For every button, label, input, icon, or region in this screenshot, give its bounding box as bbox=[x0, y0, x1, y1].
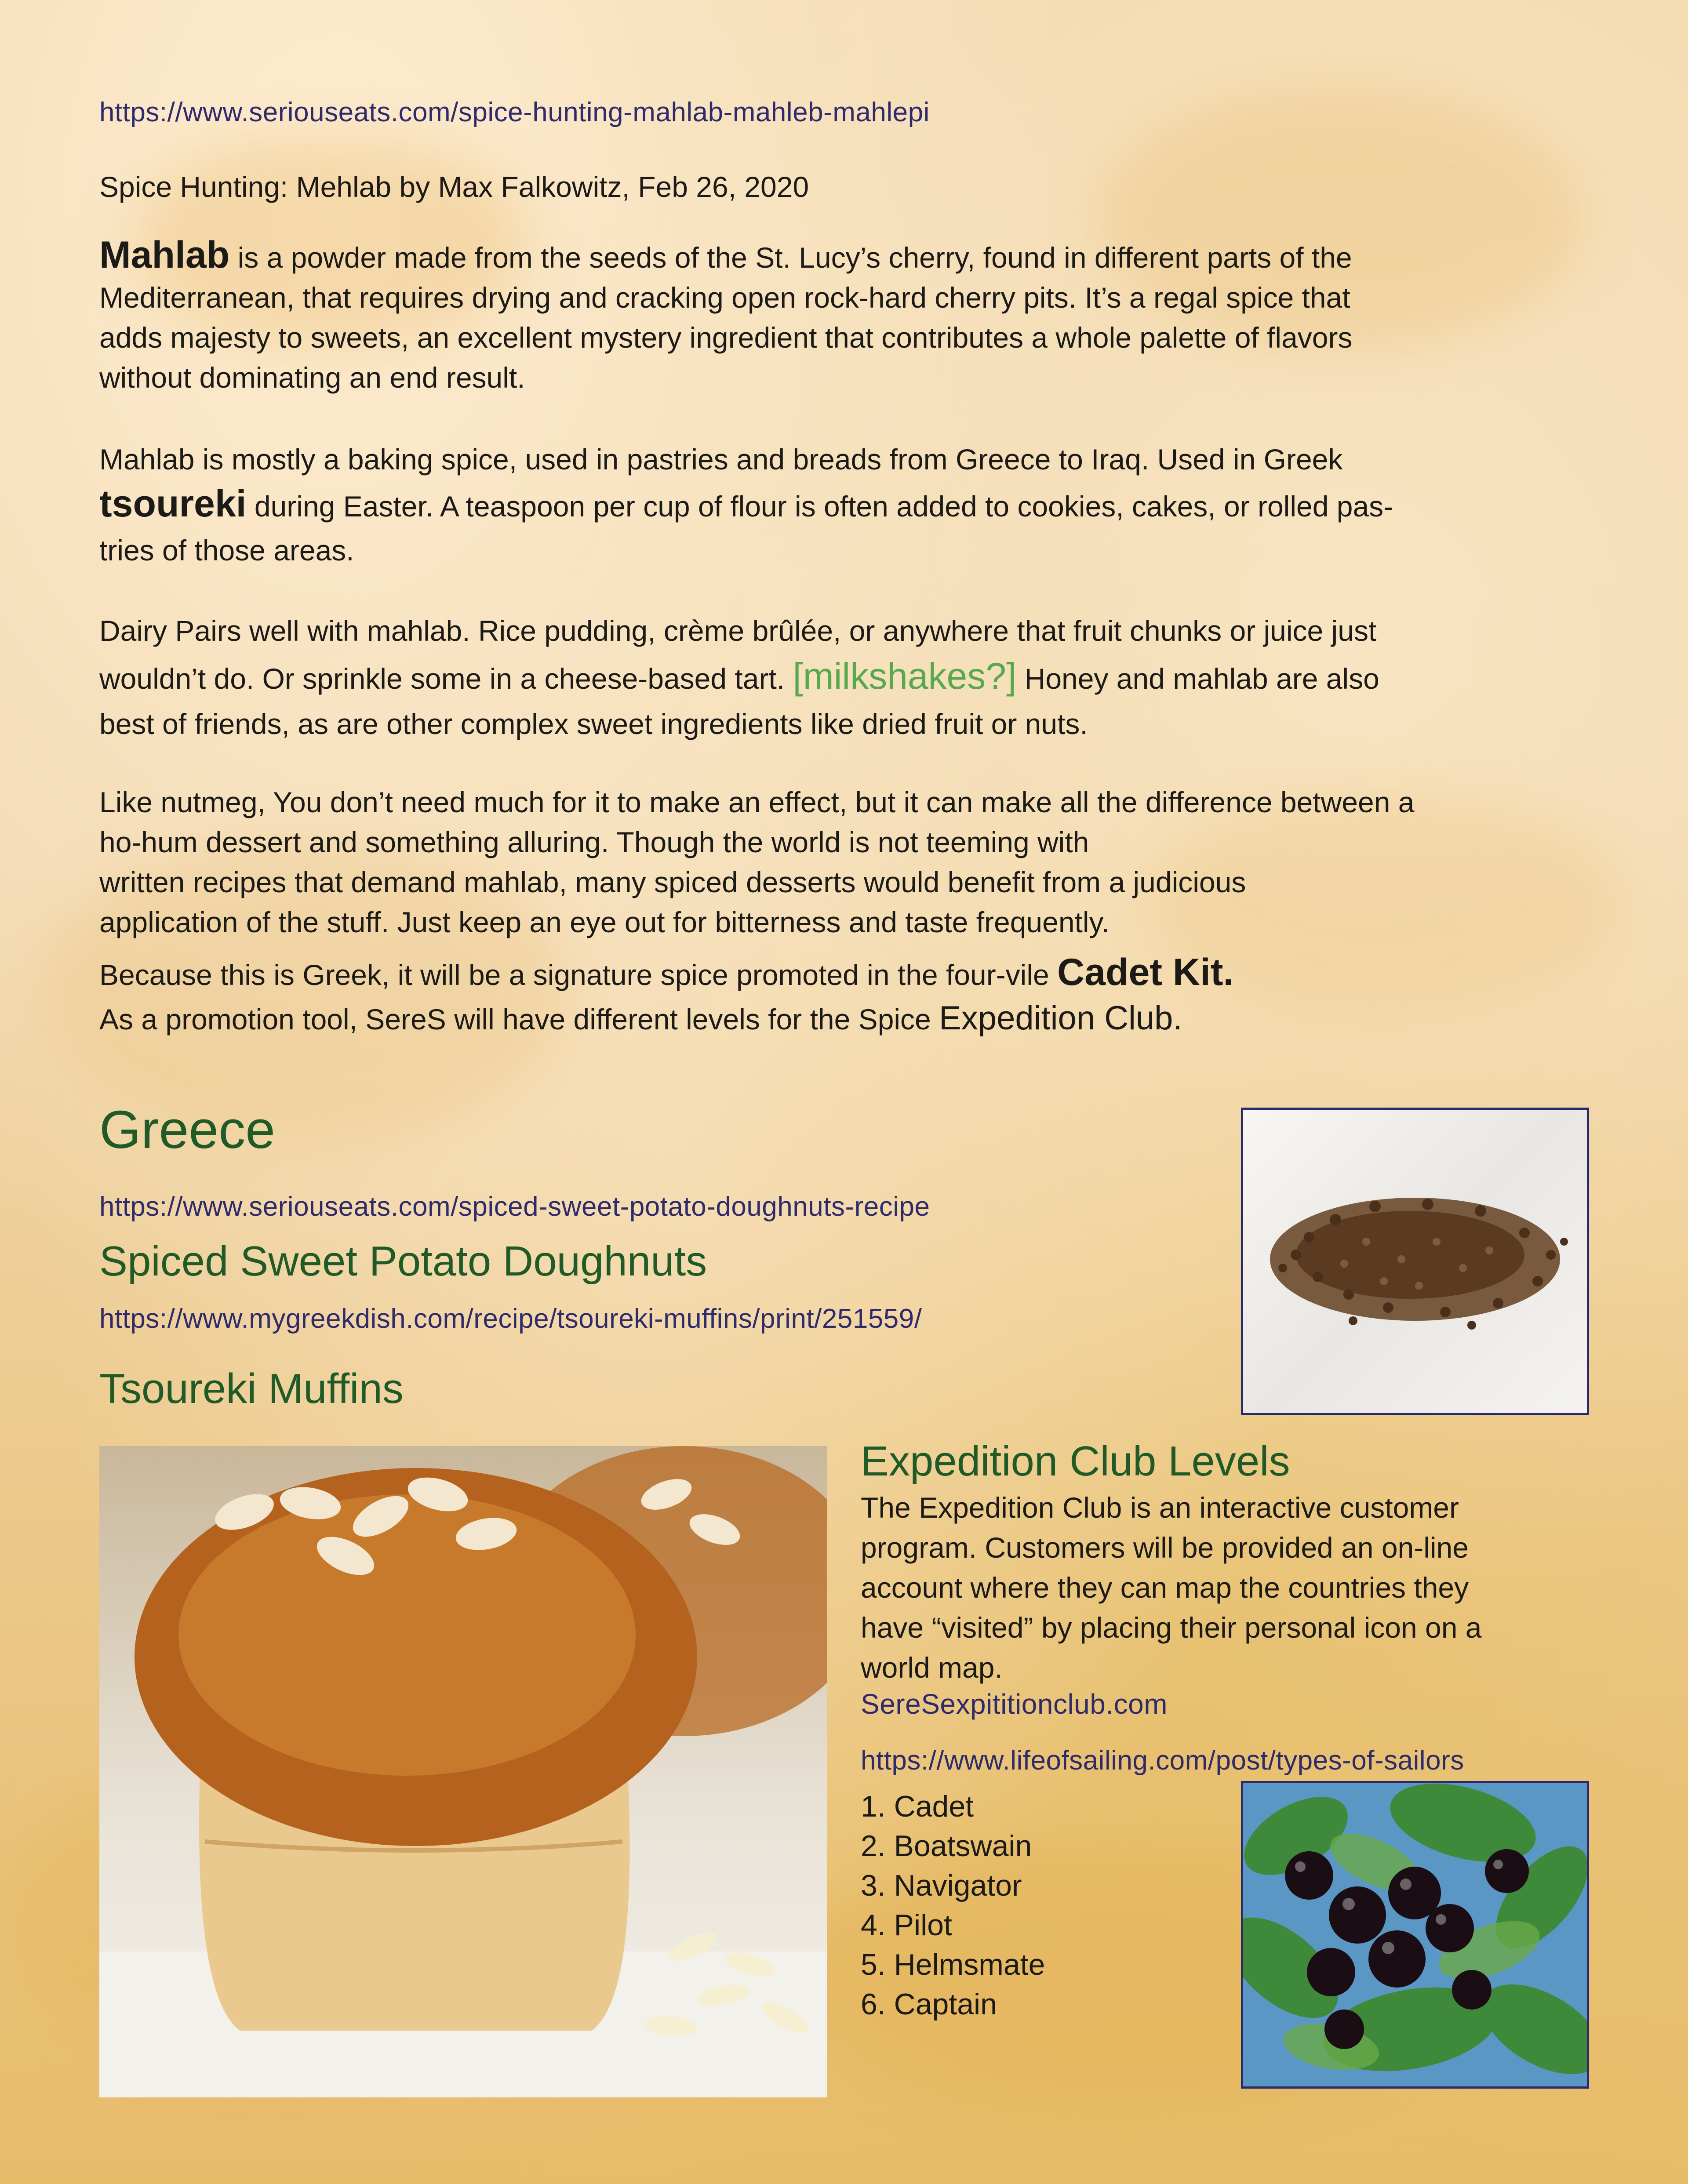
level-item: 1. Cadet bbox=[861, 1790, 974, 1823]
level-item: 6. Captain bbox=[861, 1988, 997, 2021]
term-mahlab: Mahlab bbox=[99, 234, 230, 276]
expedition-club-heading: Expedition Club Levels bbox=[861, 1438, 1290, 1485]
paragraph-pairings: Dairy Pairs well with mahlab. Rice pudding, crème brûlée, or anywhere that fruit chunks or juice just wouldn’t do. Or sprinkle some in a cheese-based tart. [milkshakes?] Honey and mahlab are also best of friends, as are other complex sweet ingredients like dried fruit or nuts. bbox=[99, 614, 1379, 740]
recipe-title-muffins: Tsoureki Muffins bbox=[99, 1365, 404, 1412]
level-item: 5. Helmsmate bbox=[861, 1948, 1045, 1981]
muffins-url-link[interactable]: https://www.mygreekdish.com/recipe/tsoureki-muffins/print/251559/ bbox=[99, 1304, 922, 1334]
muffin-graphic bbox=[99, 1446, 827, 2097]
expedition-club-description: The Expedition Club is an interactive customer program. Customers will be provided an on-line account where they can map the countries they have “visited” by placing their personal icon on a world map. bbox=[861, 1491, 1482, 1684]
seed-pile-graphic bbox=[1243, 1110, 1587, 1413]
club-levels-list bbox=[861, 1787, 1045, 2024]
article-byline: Spice Hunting: Mehlab by Max Falkowitz, Feb 26, 2020 bbox=[99, 171, 809, 203]
cherry-graphic bbox=[1243, 1783, 1587, 2086]
recipe-title-doughnuts: Spiced Sweet Potato Doughnuts bbox=[99, 1238, 707, 1285]
source-url-link[interactable]: https://www.seriouseats.com/spice-hunting-mahlab-mahleb-mahlepi bbox=[99, 97, 930, 127]
doughnuts-url-link[interactable]: https://www.seriouseats.com/spiced-sweet-potato-doughnuts-recipe bbox=[99, 1192, 930, 1222]
sailors-url-link[interactable]: https://www.lifeofsailing.com/post/types-of-sailors bbox=[861, 1745, 1464, 1776]
mahlab-seeds-image bbox=[1241, 1108, 1589, 1415]
club-site-link[interactable]: SereSexpititionclub.com bbox=[861, 1688, 1168, 1720]
greece-heading: Greece bbox=[99, 1100, 276, 1159]
term-cadet-kit: Cadet Kit. bbox=[1057, 951, 1234, 993]
paragraph-mahlab-intro: Mahlab is a powder made from the seeds of the St. Lucy’s cherry, found in different parts of the Mediterranean, that requires drying and cracking open rock-hard cherry pits. It’s a regal spice that adds majesty to sweets, an excellent mystery ingredient that contributes a whole palette of flavors without dominating an end result. bbox=[99, 234, 1353, 394]
paragraph-baking: Mahlab is mostly a baking spice, used in pastries and breads from Greece to Iraq. Used in Greek tsoureki during Easter. A teaspoon per cup of flour is often added to cookies, cakes, or rolled pas- tries of those areas. bbox=[99, 443, 1393, 567]
st-lucy-cherry-image bbox=[1241, 1781, 1589, 2089]
milkshakes-note: [milkshakes?] bbox=[793, 655, 1017, 697]
level-item: 4. Pilot bbox=[861, 1908, 952, 1942]
paragraph-cadet-kit: Because this is Greek, it will be a signature spice promoted in the four-vile Cadet Kit. As a promotion tool, SereS will have different levels for the Spice Expedition Club. bbox=[99, 951, 1234, 1037]
tsoureki-muffin-image bbox=[99, 1446, 827, 2097]
level-item: 2. Boatswain bbox=[861, 1829, 1032, 1863]
term-tsoureki: tsoureki bbox=[99, 483, 247, 525]
paragraph-nutmeg: Like nutmeg, You don’t need much for it to make an effect, but it can make all the difference between a ho-hum dessert and something alluring. Though the world is not teeming with written recipes that demand mahlab, many spiced desserts would benefit from a judicious application of the stuff. Just keep an eye out for bitterness and taste frequently. bbox=[99, 786, 1415, 938]
level-item: 3. Navigator bbox=[861, 1869, 1022, 1902]
